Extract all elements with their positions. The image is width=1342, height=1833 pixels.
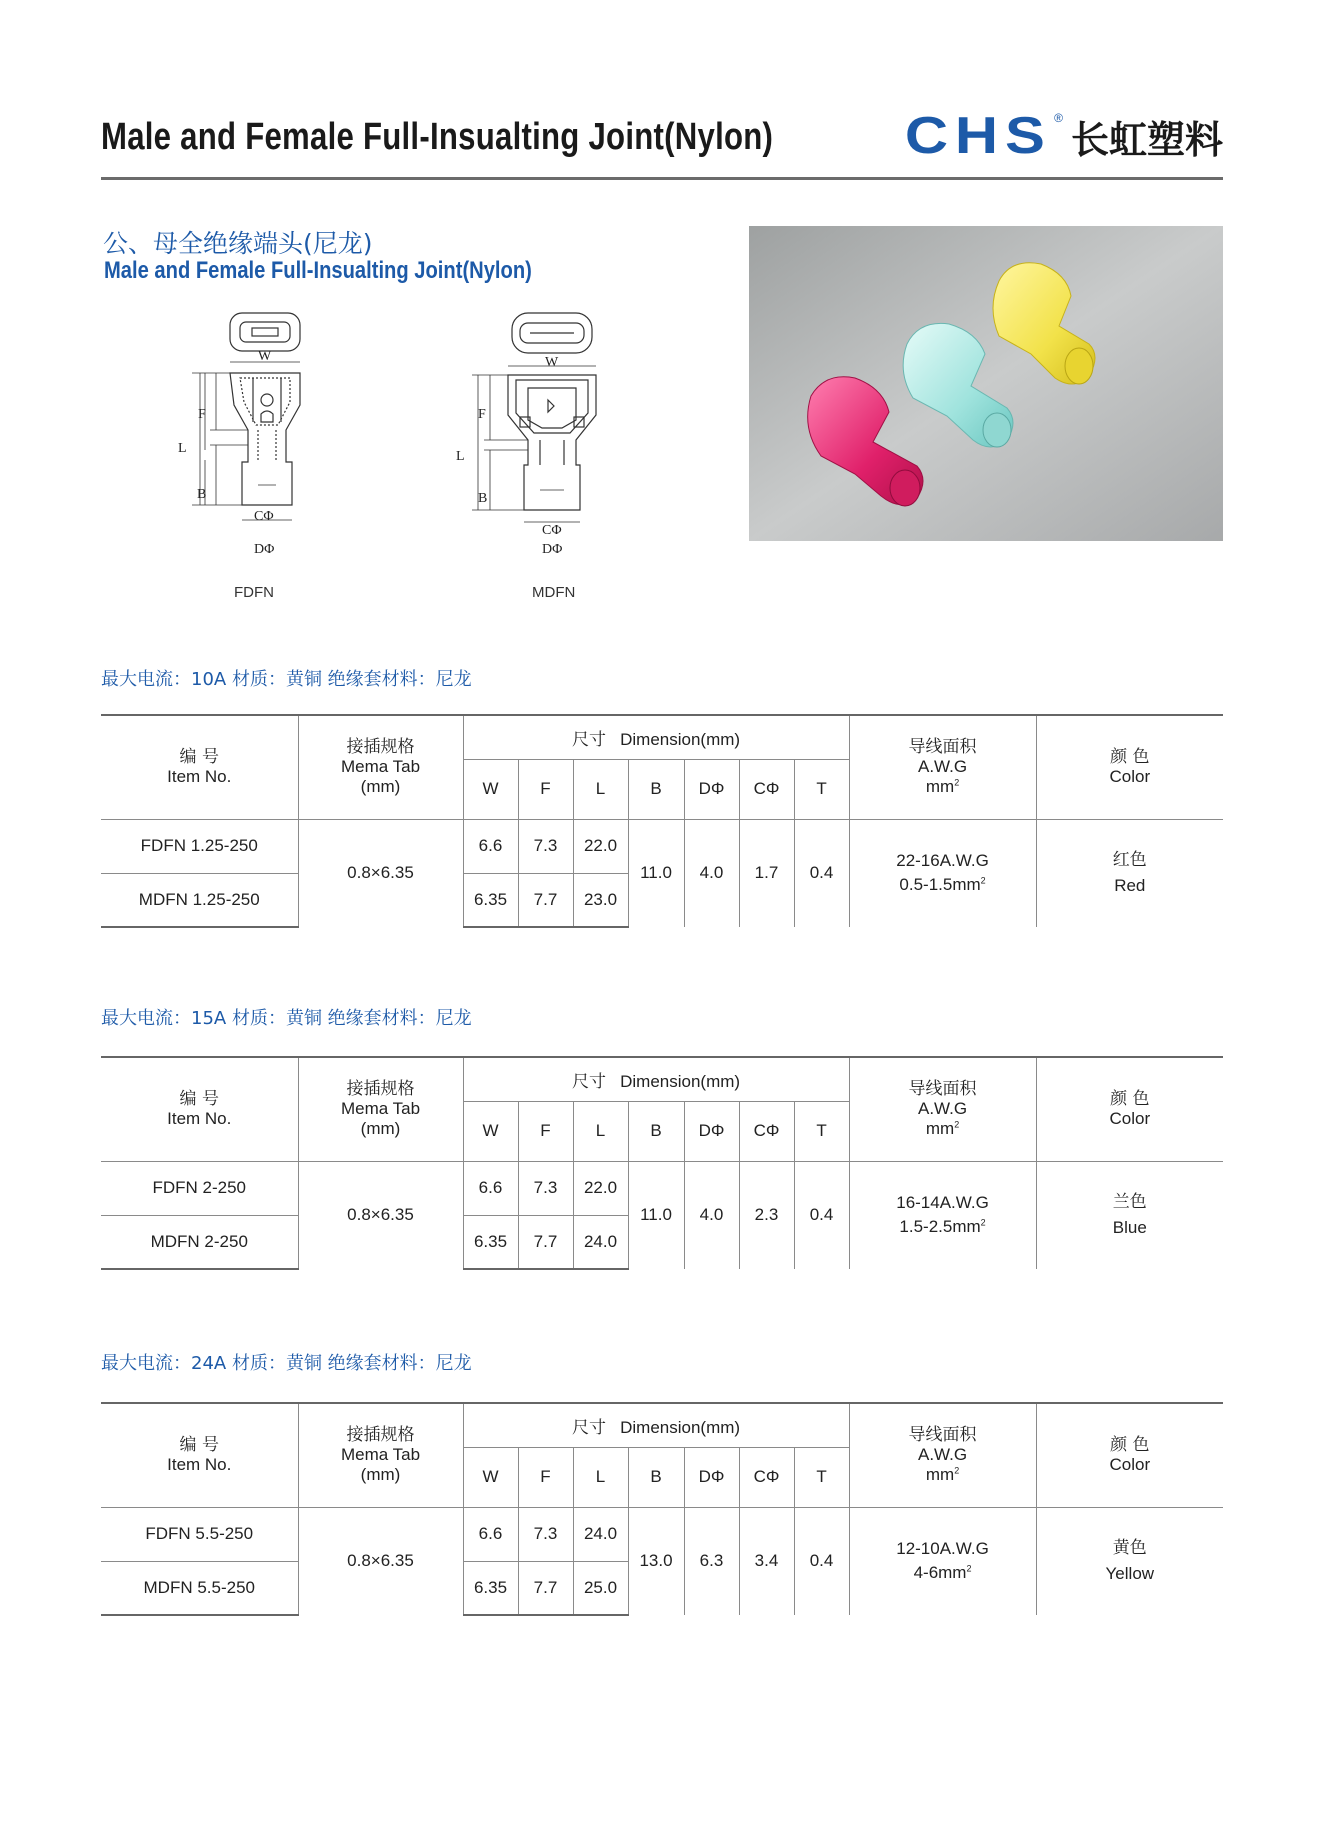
header-item-no xyxy=(101,1057,298,1161)
header-dim-cn: 尺寸 xyxy=(571,729,606,750)
mema-tab-cell: 0.8×6.35 xyxy=(298,819,463,927)
page-title: Male and Female Full-Insualting Joint(Nylon) xyxy=(101,116,774,158)
header-awg-cn: 导线面积 xyxy=(908,1079,977,1100)
fdfn-drawing-svg xyxy=(170,310,310,560)
fdfn-label: FDFN xyxy=(234,584,274,601)
l-cell: 24.0 xyxy=(573,1507,628,1561)
header-color-en: Color xyxy=(1109,1455,1151,1475)
mdfn-label: MDFN xyxy=(532,584,576,601)
header-dim-col: DΦ xyxy=(684,1447,739,1507)
svg-text:W: W xyxy=(258,349,272,364)
table-row xyxy=(101,1507,1223,1561)
l-cell: 22.0 xyxy=(573,1161,628,1215)
header-mema-tab xyxy=(298,715,463,819)
page-header xyxy=(101,108,1223,178)
spec-table xyxy=(101,1056,1223,1270)
subtitle-english: Male and Female Full-Insualting Joint(Nylon) xyxy=(104,257,532,284)
fdfn-drawing xyxy=(170,310,310,560)
header-dim-col: CΦ xyxy=(739,1101,794,1161)
header-tab-en: Mema Tab xyxy=(340,1099,421,1119)
w-cell: 6.6 xyxy=(463,1507,518,1561)
f-cell: 7.7 xyxy=(518,1561,573,1615)
section-title: 最大电流：10A 材质：黄铜 绝缘套材料：尼龙 xyxy=(101,669,472,690)
header-dim-col: B xyxy=(628,759,684,819)
header-item-cn: 编 号 xyxy=(179,747,219,768)
header-dim-en: Dimension(mm) xyxy=(620,1071,741,1091)
spec-table xyxy=(101,714,1223,928)
c-cell: 1.7 xyxy=(739,819,794,927)
header-mema-tab xyxy=(298,1403,463,1507)
header-divider xyxy=(101,177,1223,180)
table-row xyxy=(101,819,1223,873)
header-awg-unit: mm xyxy=(925,1119,955,1139)
item-no-cell: FDFN 5.5-250 xyxy=(101,1507,298,1561)
header-awg-unit: mm xyxy=(925,1465,955,1485)
logo-chinese-name: 长虹塑料 xyxy=(1070,117,1223,162)
svg-text:L: L xyxy=(178,441,187,456)
svg-text:CΦ: CΦ xyxy=(254,509,274,524)
header-tab-en: Mema Tab xyxy=(340,757,421,777)
l-cell: 22.0 xyxy=(573,819,628,873)
header-dim-col: CΦ xyxy=(739,1447,794,1507)
header-awg-cn: 导线面积 xyxy=(908,737,977,758)
awg-cell: 12-10A.W.G $4-6mm^2$ xyxy=(849,1507,1036,1615)
l-cell: 24.0 xyxy=(573,1215,628,1269)
svg-text:F: F xyxy=(198,407,206,422)
mm-value: 4-6mm xyxy=(913,1563,967,1583)
header-dim-col: F xyxy=(518,1447,573,1507)
header-dim-col: W xyxy=(463,759,518,819)
header-tab-cn: 接插规格 xyxy=(346,1079,415,1100)
product-photo-svg xyxy=(749,226,1223,541)
w-cell: 6.35 xyxy=(463,1215,518,1269)
header-awg: 导线面积 A.W.G $mm^2$ xyxy=(849,1403,1036,1507)
table-row xyxy=(101,1161,1223,1215)
f-cell: 7.3 xyxy=(518,1161,573,1215)
header-item-en: Item No. xyxy=(167,1455,232,1475)
color-cell xyxy=(1036,1161,1223,1269)
header-dim-col: T xyxy=(794,1101,849,1161)
svg-text:L: L xyxy=(456,449,465,464)
svg-text:W: W xyxy=(545,355,559,370)
t-cell: 0.4 xyxy=(794,819,849,927)
f-cell: 7.7 xyxy=(518,873,573,927)
header-item-no xyxy=(101,1403,298,1507)
c-cell: 2.3 xyxy=(739,1161,794,1269)
header-dimension xyxy=(463,1403,849,1447)
header-color-cn: 颜 色 xyxy=(1110,1089,1150,1110)
color-cn-value: 兰色 xyxy=(1112,1192,1147,1213)
awg-value: 12-10A.W.G xyxy=(896,1539,989,1559)
awg-value: 16-14A.W.G xyxy=(896,1193,989,1213)
mema-tab-cell: 0.8×6.35 xyxy=(298,1161,463,1269)
l-cell: 25.0 xyxy=(573,1561,628,1615)
header-dim-col: F xyxy=(518,759,573,819)
header-item-en: Item No. xyxy=(167,1109,232,1129)
w-cell: 6.6 xyxy=(463,1161,518,1215)
w-cell: 6.35 xyxy=(463,1561,518,1615)
item-no-cell: FDFN 1.25-250 xyxy=(101,819,298,873)
color-cell xyxy=(1036,819,1223,927)
mm-value: 1.5-2.5mm xyxy=(899,1217,981,1237)
header-tab-unit: (mm) xyxy=(360,1465,401,1485)
header-dimension xyxy=(463,715,849,759)
spec-table xyxy=(101,1402,1223,1616)
header-awg-en: A.W.G xyxy=(917,1445,968,1465)
header-color-cn: 颜 色 xyxy=(1110,747,1150,768)
b-cell: 11.0 xyxy=(628,819,684,927)
header-awg: 导线面积 A.W.G $mm^2$ xyxy=(849,715,1036,819)
header-dim-col: L xyxy=(573,1447,628,1507)
header-awg: 导线面积 A.W.G $mm^2$ xyxy=(849,1057,1036,1161)
section-title: 最大电流：15A 材质：黄铜 绝缘套材料：尼龙 xyxy=(101,1008,472,1029)
header-color xyxy=(1036,1057,1223,1161)
color-en-value: Red xyxy=(1114,876,1146,896)
mdfn-drawing-svg xyxy=(450,310,600,560)
header-tab-cn: 接插规格 xyxy=(346,1425,415,1446)
color-en-value: Blue xyxy=(1112,1218,1147,1238)
header-awg-cn: 导线面积 xyxy=(908,1425,977,1446)
c-cell: 3.4 xyxy=(739,1507,794,1615)
brand-logo xyxy=(905,107,1223,165)
section-title: 最大电流：24A 材质：黄铜 绝缘套材料：尼龙 xyxy=(101,1353,472,1374)
color-en-value: Yellow xyxy=(1105,1564,1155,1584)
item-no-cell: FDFN 2-250 xyxy=(101,1161,298,1215)
header-dim-col: L xyxy=(573,759,628,819)
d-cell: 4.0 xyxy=(684,819,739,927)
logo-brand: CHS xyxy=(905,107,1053,165)
header-dimension xyxy=(463,1057,849,1101)
t-cell: 0.4 xyxy=(794,1507,849,1615)
header-tab-cn: 接插规格 xyxy=(346,737,415,758)
svg-text:B: B xyxy=(478,491,488,506)
w-cell: 6.35 xyxy=(463,873,518,927)
subtitle-chinese: 公、母全绝缘端头(尼龙) xyxy=(103,229,373,258)
header-dim-cn: 尺寸 xyxy=(571,1417,606,1438)
header-dim-col: W xyxy=(463,1101,518,1161)
b-cell: 13.0 xyxy=(628,1507,684,1615)
header-awg-en: A.W.G xyxy=(917,757,968,777)
header-tab-unit: (mm) xyxy=(360,1119,401,1139)
svg-text:B: B xyxy=(197,487,207,502)
d-cell: 4.0 xyxy=(684,1161,739,1269)
header-tab-en: Mema Tab xyxy=(340,1445,421,1465)
header-awg-en: A.W.G xyxy=(917,1099,968,1119)
w-cell: 6.6 xyxy=(463,819,518,873)
header-mema-tab xyxy=(298,1057,463,1161)
header-dim-col: T xyxy=(794,759,849,819)
header-item-en: Item No. xyxy=(167,767,232,787)
header-dim-col: DΦ xyxy=(684,1101,739,1161)
header-dim-cn: 尺寸 xyxy=(571,1071,606,1092)
color-cn-value: 红色 xyxy=(1112,850,1147,871)
header-color-en: Color xyxy=(1109,767,1151,787)
svg-text:F: F xyxy=(478,407,486,422)
header-dim-col: L xyxy=(573,1101,628,1161)
header-dim-col: T xyxy=(794,1447,849,1507)
b-cell: 11.0 xyxy=(628,1161,684,1269)
svg-text:DΦ: DΦ xyxy=(542,542,563,557)
header-item-cn: 编 号 xyxy=(179,1435,219,1456)
header-dim-col: F xyxy=(518,1101,573,1161)
mm-value: 0.5-1.5mm xyxy=(899,875,981,895)
header-dim-col: W xyxy=(463,1447,518,1507)
header-tab-unit: (mm) xyxy=(360,777,401,797)
item-no-cell: MDFN 1.25-250 xyxy=(101,873,298,927)
product-photo xyxy=(749,226,1223,541)
header-item-no xyxy=(101,715,298,819)
header-item-cn: 编 号 xyxy=(179,1089,219,1110)
logo-registered-mark: ® xyxy=(1054,111,1063,125)
header-color xyxy=(1036,1403,1223,1507)
color-cn-value: 黄色 xyxy=(1112,1538,1147,1559)
svg-text:DΦ: DΦ xyxy=(254,542,275,557)
item-no-cell: MDFN 5.5-250 xyxy=(101,1561,298,1615)
header-dim-col: CΦ xyxy=(739,759,794,819)
header-dim-col: B xyxy=(628,1101,684,1161)
awg-cell: 22-16A.W.G $0.5-1.5mm^2$ xyxy=(849,819,1036,927)
header-dim-en: Dimension(mm) xyxy=(620,1417,741,1437)
item-no-cell: MDFN 2-250 xyxy=(101,1215,298,1269)
awg-value: 22-16A.W.G xyxy=(896,851,989,871)
t-cell: 0.4 xyxy=(794,1161,849,1269)
mema-tab-cell: 0.8×6.35 xyxy=(298,1507,463,1615)
header-color-cn: 颜 色 xyxy=(1110,1435,1150,1456)
d-cell: 6.3 xyxy=(684,1507,739,1615)
header-color xyxy=(1036,715,1223,819)
mdfn-drawing xyxy=(450,310,600,560)
header-dim-col: B xyxy=(628,1447,684,1507)
f-cell: 7.3 xyxy=(518,1507,573,1561)
header-dim-en: Dimension(mm) xyxy=(620,729,741,749)
header-dim-col: DΦ xyxy=(684,759,739,819)
f-cell: 7.7 xyxy=(518,1215,573,1269)
l-cell: 23.0 xyxy=(573,873,628,927)
awg-cell: 16-14A.W.G $1.5-2.5mm^2$ xyxy=(849,1161,1036,1269)
svg-text:CΦ: CΦ xyxy=(542,523,562,538)
header-awg-unit: mm xyxy=(925,777,955,797)
color-cell xyxy=(1036,1507,1223,1615)
header-color-en: Color xyxy=(1109,1109,1151,1129)
f-cell: 7.3 xyxy=(518,819,573,873)
